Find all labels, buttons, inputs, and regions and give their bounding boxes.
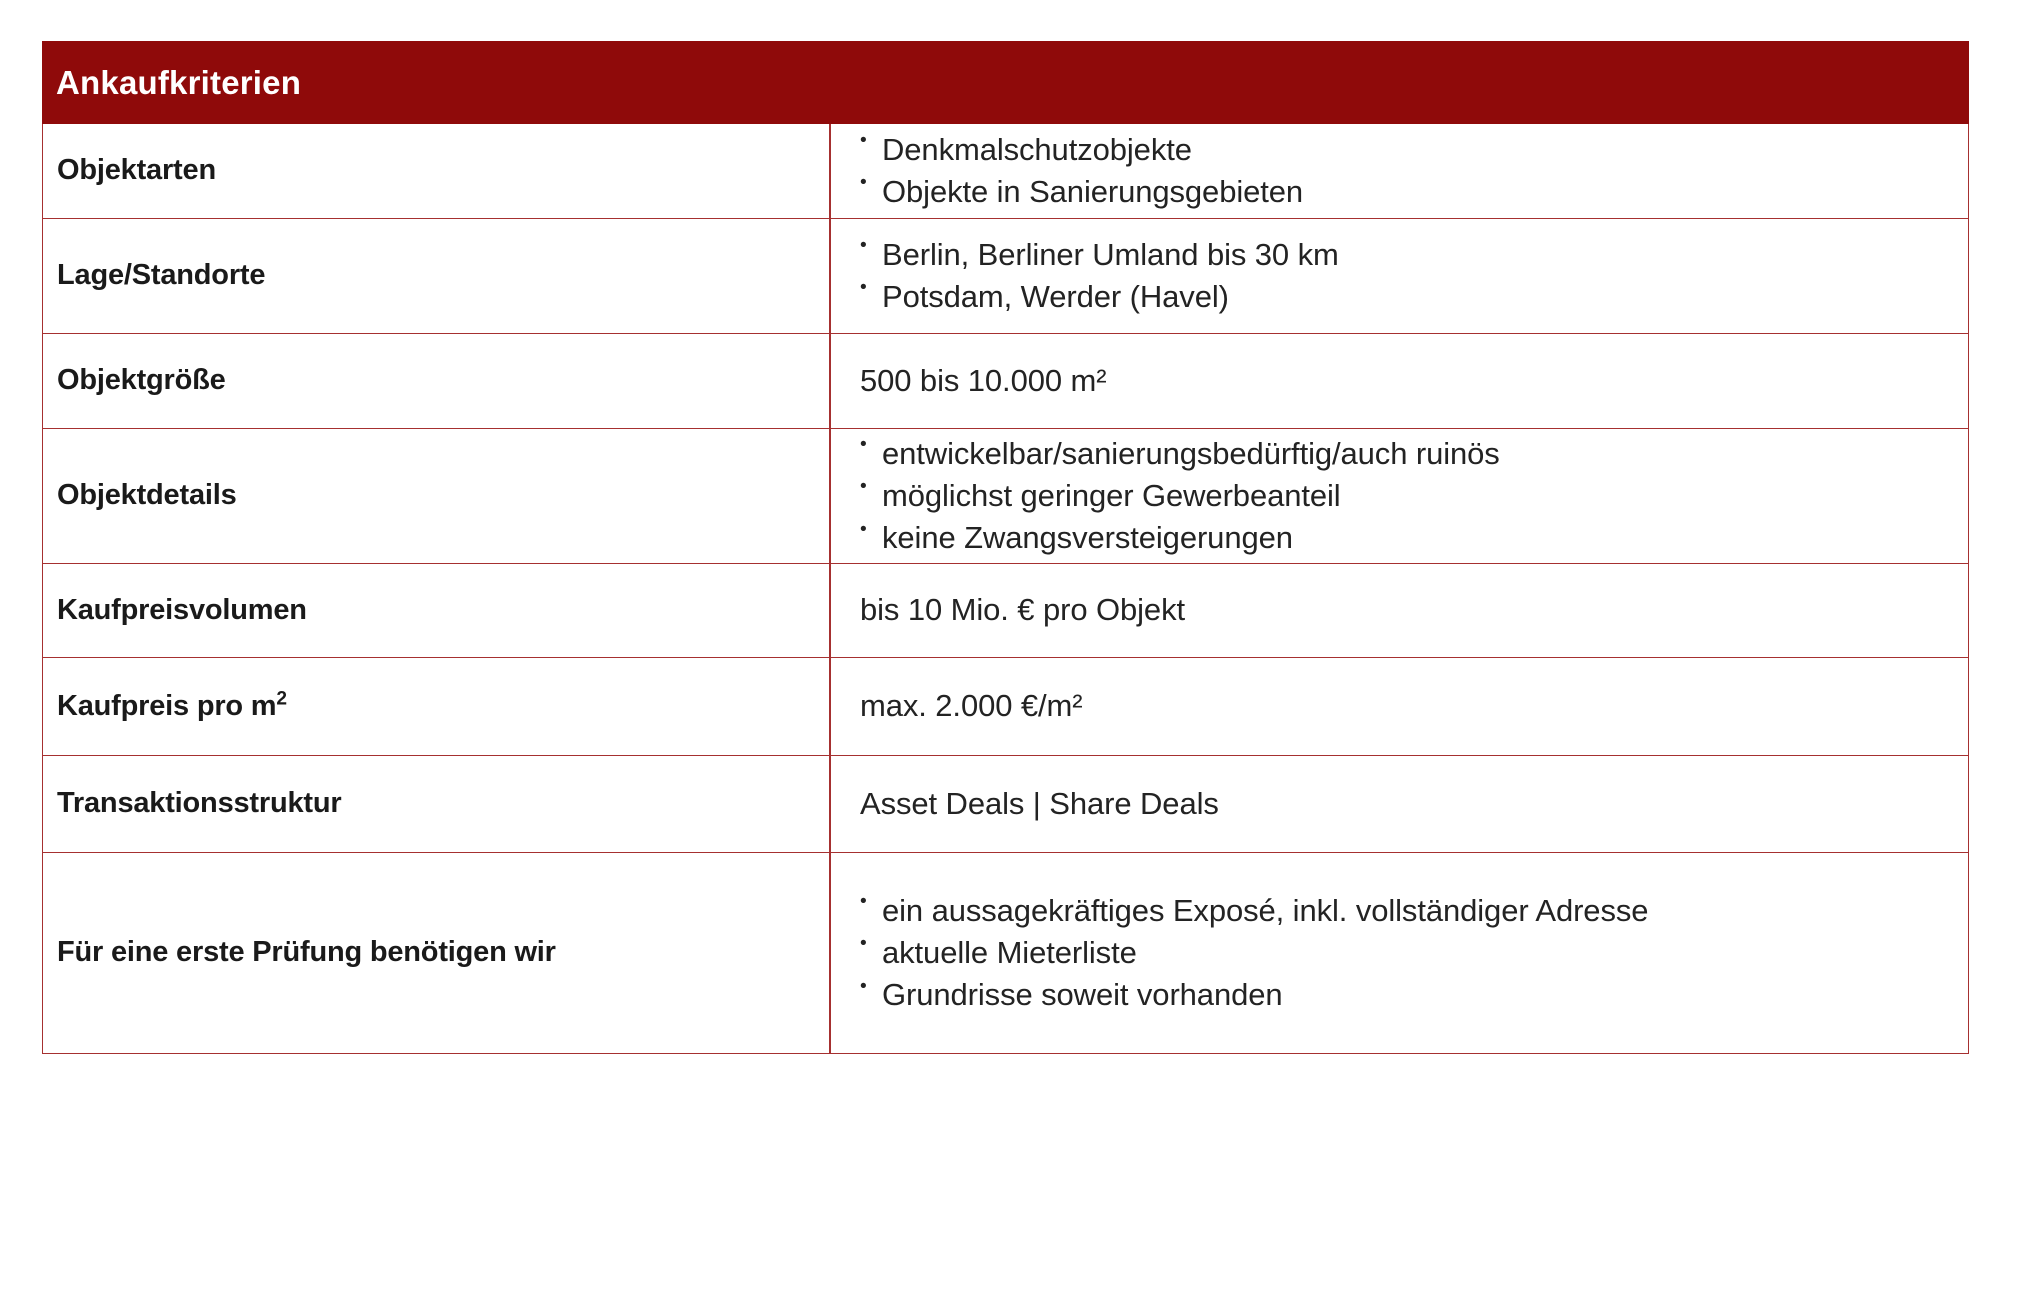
bullet-item: • Denkmalschutzobjekte	[860, 129, 1968, 171]
criterion-label: Lage/Standorte	[57, 259, 266, 292]
bullet-item: • Berlin, Berliner Umland bis 30 km	[860, 234, 1968, 276]
criterion-label-cell	[43, 658, 829, 755]
criterion-value-cell	[829, 756, 1968, 852]
criterion-label-cell	[43, 124, 829, 218]
value-text: max. 2.000 €/m²	[860, 688, 1083, 724]
criterion-value-cell	[829, 124, 1968, 218]
value-text: 500 bis 10.000 m²	[860, 362, 1107, 398]
bullet-item: • Objekte in Sanierungsgebieten	[860, 171, 1968, 213]
bullet-item: • aktuelle Mieterliste	[860, 932, 1968, 974]
bullet-item: • möglichst geringer Gewerbeanteil	[860, 475, 1968, 517]
criterion-value-cell	[829, 658, 1968, 755]
criterion-label: Für eine erste Prüfung benötigen wir	[57, 936, 556, 969]
criterion-value-cell	[829, 334, 1968, 428]
criterion-label: Objektarten	[57, 154, 216, 187]
criterion-value-cell	[829, 429, 1968, 563]
criterion-value-cell	[829, 853, 1968, 1053]
table-row	[43, 124, 1968, 219]
table-header-banner	[42, 41, 1969, 124]
value-text: bis 10 Mio. € pro Objekt	[860, 592, 1185, 628]
criterion-label-superscript: 2	[276, 688, 287, 710]
column-divider	[829, 124, 831, 1053]
table-row	[43, 334, 1968, 429]
bullet-item: • ein aussagekräftiges Exposé, inkl. vollständiger Adresse	[860, 890, 1968, 932]
ankaufkriterien-table	[42, 41, 1969, 1054]
criterion-label-cell	[43, 756, 829, 852]
value-text: Asset Deals | Share Deals	[860, 785, 1219, 821]
table-body	[42, 124, 1969, 1054]
bullet-item: • keine Zwangsversteigerungen	[860, 517, 1968, 559]
page-title: Ankaufkriterien	[56, 64, 302, 101]
table-row	[43, 853, 1968, 1053]
criterion-label: Objektgröße	[57, 364, 226, 397]
table-row	[43, 756, 1968, 853]
bullet-item: • Potsdam, Werder (Havel)	[860, 276, 1968, 318]
criterion-label-cell	[43, 853, 829, 1053]
criterion-value-cell	[829, 219, 1968, 333]
criterion-label: Kaufpreis pro $m^2$	[57, 688, 287, 722]
criterion-label: Transaktionsstruktur	[57, 787, 342, 820]
criterion-label-cell	[43, 334, 829, 428]
table-row	[43, 429, 1968, 564]
bullet-item: • Grundrisse soweit vorhanden	[860, 974, 1968, 1016]
criterion-label: Objektdetails	[57, 479, 237, 512]
criterion-value-cell	[829, 564, 1968, 657]
bullet-item: • entwickelbar/sanierungsbedürftig/auch ruinös	[860, 433, 1968, 475]
table-row	[43, 219, 1968, 334]
table-row	[43, 658, 1968, 756]
criterion-label-cell	[43, 429, 829, 563]
criterion-label-cell	[43, 219, 829, 333]
criterion-label: Kaufpreisvolumen	[57, 593, 307, 626]
table-row	[43, 564, 1968, 658]
criterion-label-cell	[43, 564, 829, 657]
